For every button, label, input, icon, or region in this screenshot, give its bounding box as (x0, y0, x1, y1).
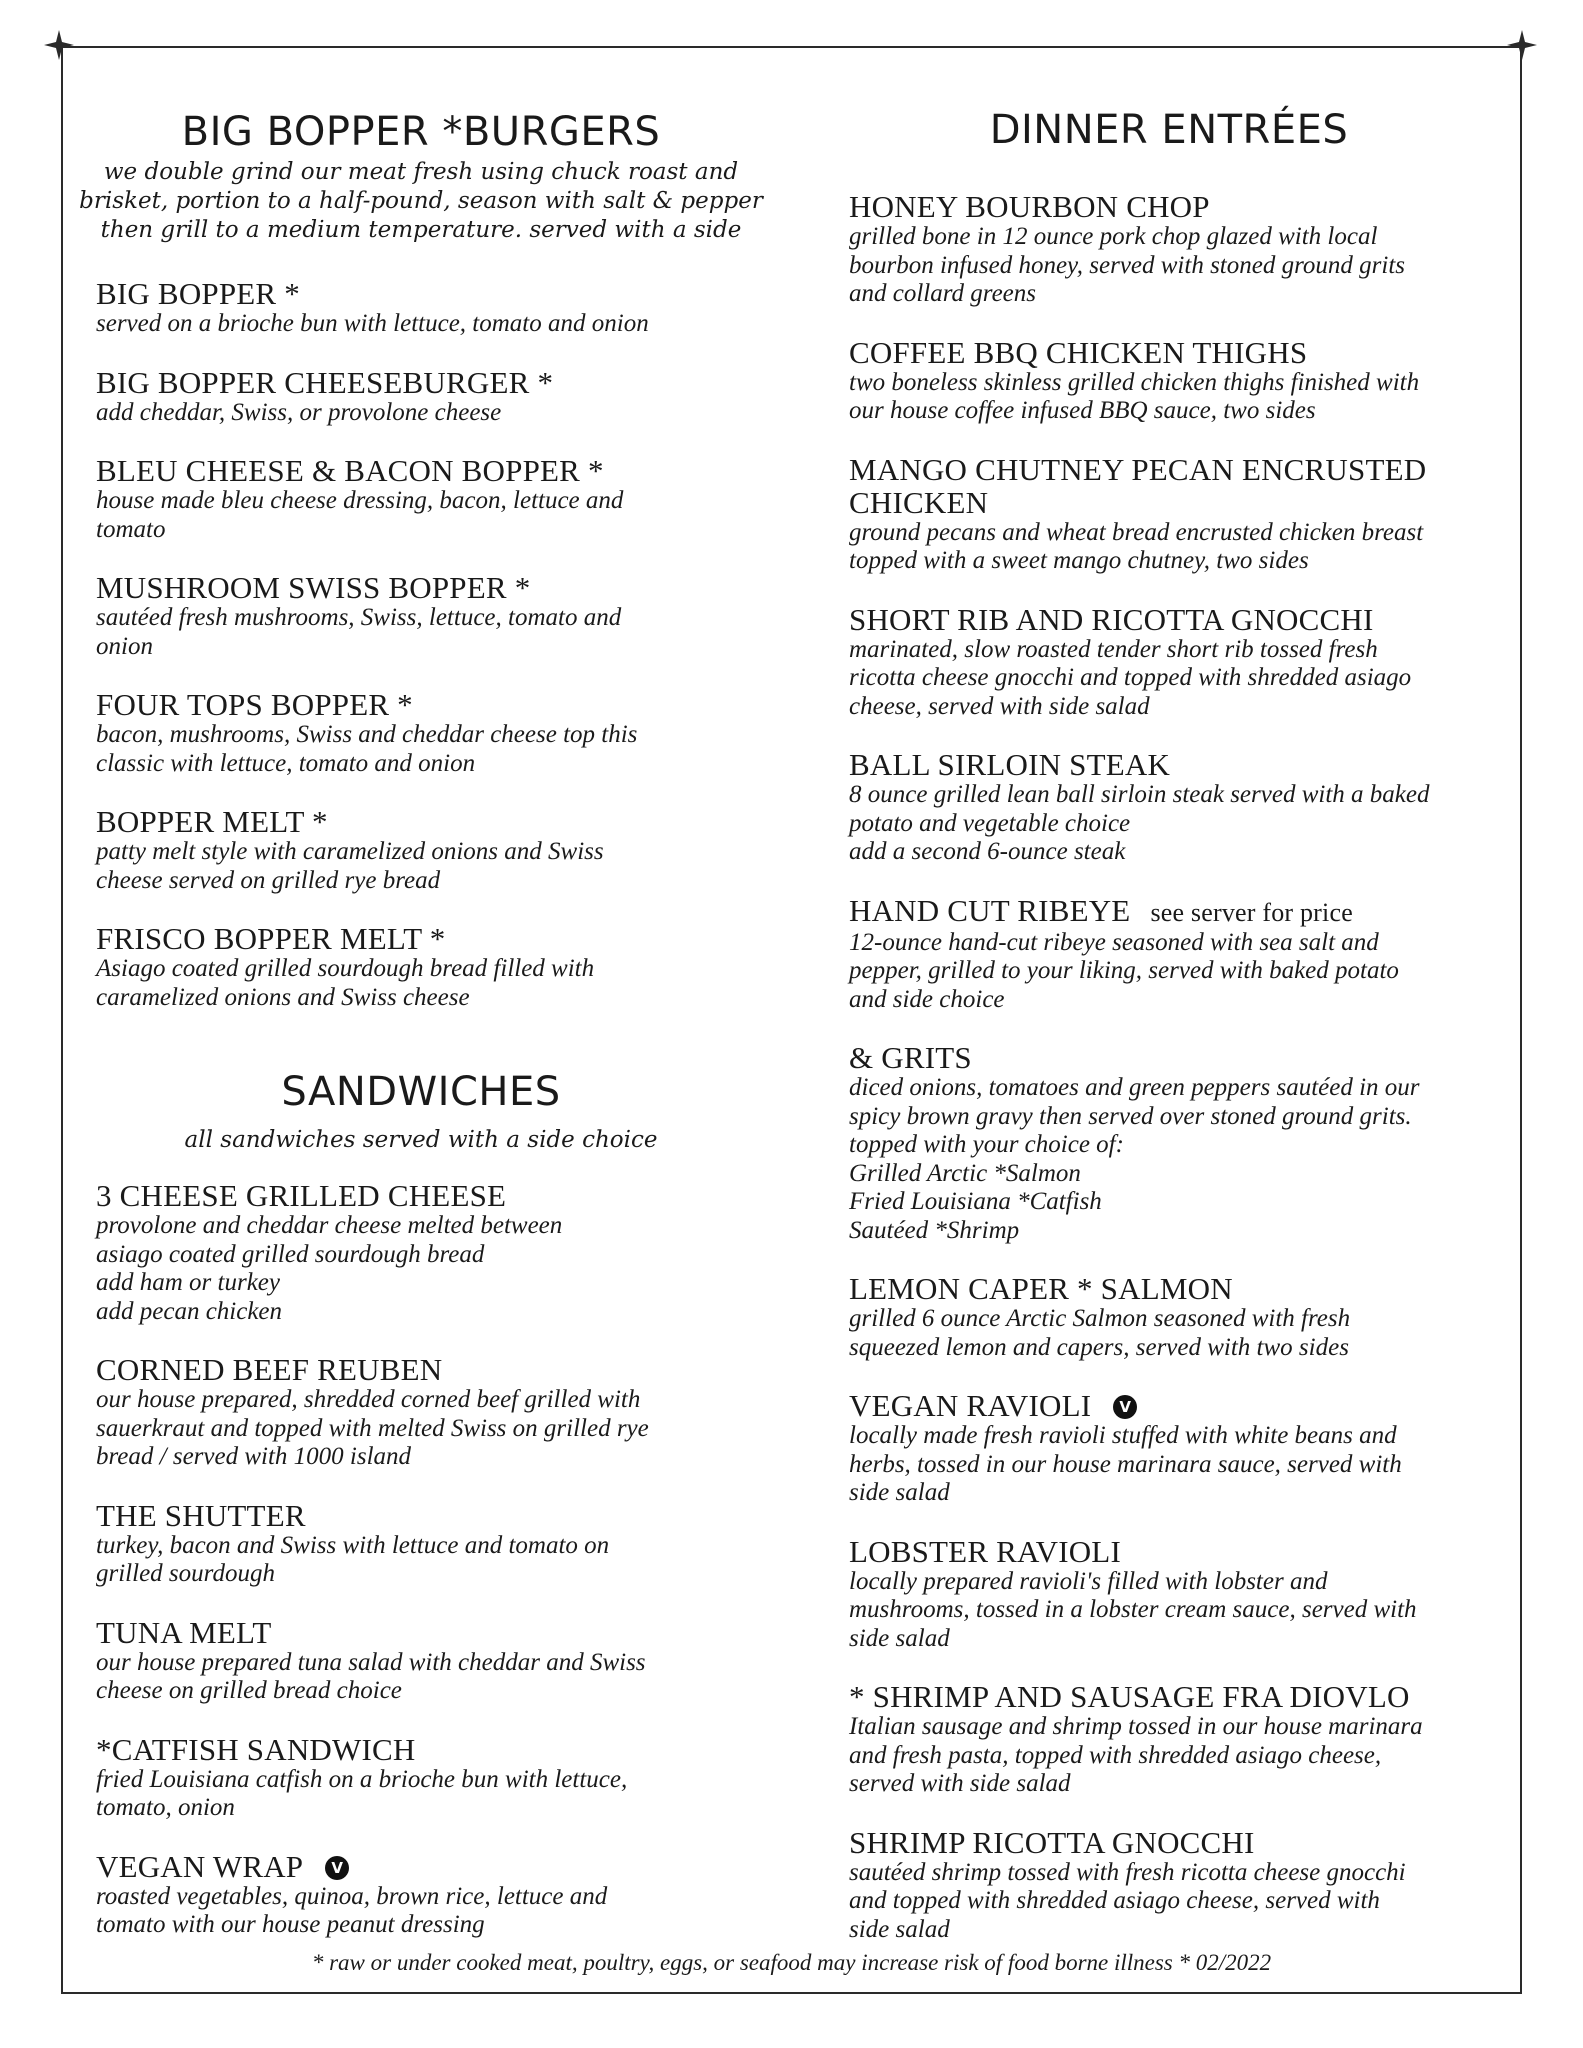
item-desc: add cheddar, Swiss, or provolone cheese (96, 398, 502, 426)
menu-item (96, 1850, 746, 1940)
item-desc: 8 ounce grilled lean ball sirloin steak served with a baked potato and vegetable choice add a second 6-ounce steak (849, 781, 1430, 865)
item-name-text: VEGAN WRAP (96, 1848, 304, 1884)
item-desc: turkey, bacon and Swiss with lettuce and tomato on grilled sourdough (96, 1531, 610, 1587)
item-desc: locally prepared ravioli's filled with lobster and mushrooms, tossed in a lobster cream sauce, served with side salad (849, 1567, 1417, 1652)
menu-item (849, 1041, 1489, 1245)
corner-ornament-right-icon (1505, 28, 1539, 62)
price-note: see server for price (1150, 897, 1353, 927)
corner-ornament-left-icon (42, 28, 76, 62)
menu-item (96, 366, 746, 428)
item-desc: Asiago coated grilled sourdough bread filled with caramelized onions and Swiss cheese (96, 955, 595, 1011)
menu-item (96, 805, 746, 895)
item-name: *CATFISH SANDWICH (96, 1731, 416, 1767)
item-desc: Italian sausage and shrimp tossed in our house marinara and fresh pasta, topped with shredded asiago cheese, served with side salad (849, 1713, 1423, 1797)
menu-item (96, 688, 746, 778)
item-desc: bacon, mushrooms, Swiss and cheddar cheese top this classic with lettuce, tomato and onion (96, 721, 638, 777)
menu-item (849, 190, 1489, 309)
item-name: MANGO CHUTNEY PECAN ENCRUSTED CHICKEN (849, 451, 1427, 520)
menu-item (849, 894, 1489, 1015)
menu-item (96, 1616, 746, 1706)
item-desc: our house prepared tuna salad with cheddar and Swiss cheese on grilled bread choice (96, 1648, 646, 1704)
item-desc: two boneless skinless grilled chicken thighs finished with our house coffee infused BBQ sauce, two sides (849, 368, 1420, 424)
item-desc: provolone and cheddar cheese melted between asiago coated grilled sourdough bread add ham or turkey add pecan chicken (96, 1212, 563, 1325)
menu-item (849, 1826, 1489, 1945)
menu-item (96, 1179, 746, 1326)
item-name-text: HAND CUT RIBEYE (849, 892, 1131, 928)
item-name (849, 894, 1489, 929)
item-name: TUNA MELT (96, 1614, 272, 1650)
item-desc: locally made fresh ravioli stuffed with white beans and herbs, tossed in our house marinara sauce, served with side salad (849, 1422, 1402, 1506)
menu-item (849, 1680, 1489, 1799)
item-name-text: VEGAN RAVIOLI (849, 1388, 1092, 1423)
item-name: & GRITS (849, 1040, 972, 1075)
menu-item (849, 336, 1489, 426)
right-column (849, 106, 1489, 1944)
item-name: BIG BOPPER CHEESEBURGER * (96, 364, 554, 400)
item-name: LEMON CAPER * SALMON (849, 1271, 1233, 1306)
left-column (79, 108, 763, 1940)
item-name: HONEY BOURBON CHOP (849, 189, 1210, 224)
menu-item (96, 1499, 746, 1589)
item-name: COFFEE BBQ CHICKEN THIGHS (849, 334, 1308, 370)
item-name: MUSHROOM SWISS BOPPER * (96, 570, 531, 605)
item-desc: 12-ounce hand-cut ribeye seasoned with sea salt and pepper, grilled to your liking, served with baked potato and side choice (849, 928, 1399, 1013)
menu-item (96, 454, 746, 544)
item-name: FRISCO BOPPER MELT * (96, 921, 446, 956)
item-name: BALL SIRLOIN STEAK (849, 747, 1171, 782)
burgers-intro: we double grind our meat fresh using chuck roast and brisket, portion to a half-pound, season with salt & pepper then grill to a medium temperature. served with a side (79, 159, 763, 243)
menu-item (96, 922, 746, 1012)
item-desc: ground pecans and wheat bread encrusted chicken breast topped with a sweet mango chutney, two sides (849, 518, 1424, 574)
menu-item (849, 1535, 1489, 1654)
item-desc: sautéed fresh mushrooms, Swiss, lettuce, tomato and onion (96, 604, 622, 660)
item-desc: marinated, slow roasted tender short rib tossed fresh ricotta cheese gnocchi and topped with shredded asiago cheese, served with side salad (849, 635, 1412, 720)
footer-disclaimer: * raw or under cooked meat, poultry, eggs, or seafood may increase risk of food borne illness * 02/2022 (311, 1950, 1272, 1975)
item-name: 3 CHEESE GRILLED CHEESE (96, 1178, 507, 1213)
item-desc: fried Louisiana catfish on a brioche bun with lettuce, tomato, onion (96, 1765, 628, 1821)
entrees-title: DINNER ENTRÉES (989, 107, 1349, 153)
item-name: CORNED BEEF REUBEN (96, 1352, 443, 1387)
item-name: THE SHUTTER (96, 1497, 306, 1533)
sandwiches-intro: all sandwiches served with a side choice (184, 1127, 658, 1153)
item-name: FOUR TOPS BOPPER * (96, 687, 413, 722)
item-desc: patty melt style with caramelized onions and Swiss cheese served on grilled rye bread (96, 838, 604, 894)
menu-item (849, 1272, 1489, 1362)
item-name: LOBSTER RAVIOLI (849, 1533, 1121, 1569)
menu-item (96, 571, 746, 661)
item-name: SHORT RIB AND RICOTTA GNOCCHI (849, 601, 1374, 637)
menu-item (849, 603, 1489, 722)
menu-item (96, 277, 746, 339)
item-name: BOPPER MELT * (96, 804, 328, 839)
item-name: BIG BOPPER * (96, 276, 300, 311)
item-name: SHRIMP RICOTTA GNOCCHI (849, 1824, 1255, 1860)
menu-item (849, 1389, 1489, 1508)
burgers-title: BIG BOPPER *BURGERS (181, 109, 661, 155)
sandwiches-title: SANDWICHES (281, 1069, 561, 1115)
menu-item (849, 453, 1489, 576)
menu-item (96, 1733, 746, 1823)
item-desc: sautéed shrimp tossed with fresh ricotta cheese gnocchi and topped with shredded asiago cheese, served with side salad (849, 1858, 1406, 1943)
item-desc: our house prepared, shredded corned beef grilled with sauerkraut and topped with melted Swiss on grilled rye bread / served with 1000 island (96, 1386, 649, 1470)
item-name: * SHRIMP AND SAUSAGE FRA DIOVLO (849, 1679, 1410, 1714)
menu-item (96, 1353, 746, 1472)
item-desc: diced onions, tomatoes and green peppers sautéed in our spicy brown gravy then served over stoned ground grits. topped with your choice of: Grilled Arctic *Salmon Fried Louisiana *Catfish Sautéed *Shrimp (849, 1074, 1420, 1244)
item-name: BLEU CHEESE & BACON BOPPER * (96, 453, 604, 488)
vegan-icon: V (325, 1856, 349, 1880)
vegan-icon: V (1113, 1395, 1137, 1419)
item-desc: roasted vegetables, quinoa, brown rice, lettuce and tomato with our house peanut dressing (96, 1882, 608, 1938)
item-name (96, 1850, 746, 1883)
item-desc: served on a brioche bun with lettuce, tomato and onion (96, 310, 649, 337)
item-name (849, 1389, 1489, 1422)
item-desc: grilled 6 ounce Arctic Salmon seasoned with fresh squeezed lemon and capers, served with two sides (849, 1305, 1351, 1361)
item-desc: grilled bone in 12 ounce pork chop glazed with local bourbon infused honey, served with stoned ground grits and collard greens (849, 223, 1405, 307)
menu-item (849, 748, 1489, 867)
item-desc: house made bleu cheese dressing, bacon, lettuce and tomato (96, 487, 624, 543)
